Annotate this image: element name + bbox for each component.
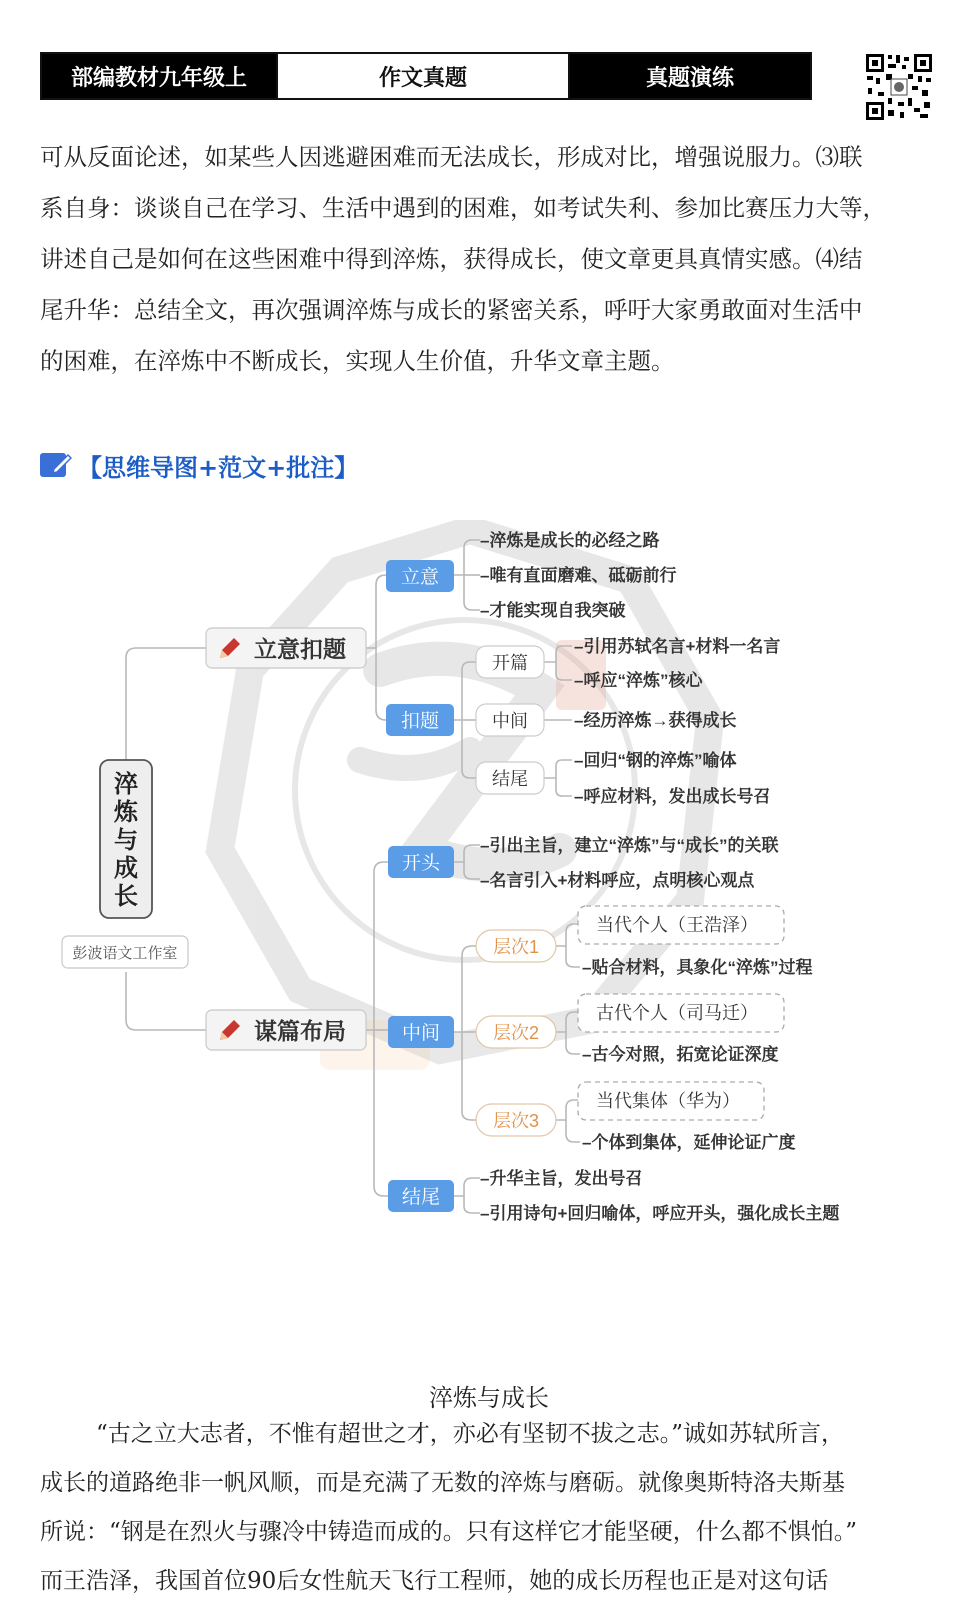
node-label: 中间 — [492, 711, 528, 731]
leaf-text: –呼应“淬炼”核心 — [574, 671, 703, 690]
node-jiewei-2 — [388, 1180, 454, 1212]
branch-label: 谋篇布局 — [254, 1018, 346, 1044]
qr-code-icon — [864, 52, 934, 122]
leaf-text: –经历淬炼→获得成长 — [574, 711, 737, 730]
level-box-1 — [578, 906, 784, 944]
leaf-text: –名言引入+材料呼应，点明核心观点 — [480, 871, 755, 890]
node-jiewei-1 — [476, 762, 544, 794]
intro-line: 系自身：谈谈自己在学习、生活中遇到的困难，如考试失利、参加比赛压力大等， — [40, 194, 886, 222]
node-zhongjian-2 — [388, 1016, 454, 1048]
node-kaitou — [388, 846, 454, 878]
header-bar — [40, 52, 812, 100]
essay-title: 淬炼与成长 — [429, 1384, 549, 1412]
root-char: 成 — [114, 855, 138, 882]
section-title-text: 【思维导图+范文+批注】 — [78, 454, 359, 482]
root-char: 淬 — [114, 771, 138, 798]
level-box-text: 当代个人（王浩泽） — [596, 915, 758, 935]
intro-line: 尾升华：总结全文，再次强调淬炼与成长的紧密关系，呼吁大家勇敢面对生活中 — [40, 296, 863, 324]
root-char: 长 — [114, 883, 138, 910]
leaf-text: –贴合材料，具象化“淬炼”过程 — [582, 958, 813, 977]
node-kouti — [386, 704, 454, 736]
mind-map — [0, 520, 978, 1280]
header-category: 作文真题 — [276, 54, 570, 98]
studio-label-node — [62, 936, 188, 968]
studio-label: 彭波语文工作室 — [72, 945, 178, 962]
edit-note-icon — [40, 451, 72, 481]
leaf-text: –呼应材料，发出成长号召 — [574, 787, 771, 806]
section-title — [40, 448, 358, 483]
essay-line: “古之立大志者，不惟有超世之才，亦必有坚韧不拔之志。”诚如苏轼所言， — [96, 1421, 845, 1447]
intro-line: 可从反面论述，如某些人因逃避困难而无法成长，形成对比，增强说服力。⑶联 — [40, 143, 863, 171]
level-box-text: 古代个人（司马迁） — [596, 1003, 758, 1023]
level-node-3 — [476, 1104, 556, 1136]
level-node-1 — [476, 930, 556, 962]
leaf-text: –引用苏轼名言+材料一名言 — [574, 637, 781, 656]
node-label: 结尾 — [401, 1187, 441, 1208]
essay-line: 所说：“钢是在烈火与骤冷中铸造而成的。只有这样它才能坚硬，什么都不惧怕。” — [40, 1519, 858, 1545]
root-char: 与 — [114, 827, 138, 854]
root-node — [100, 760, 152, 918]
essay-body — [40, 1410, 940, 1606]
node-label: 中间 — [401, 1023, 441, 1044]
node-label: 开篇 — [492, 653, 528, 673]
node-label: 立意 — [400, 567, 440, 588]
level-box-text: 当代集体（华为） — [596, 1091, 740, 1111]
leaf-text: –才能实现自我突破 — [480, 601, 626, 620]
leaf-text: –古今对照，拓宽论证深度 — [582, 1045, 779, 1064]
level-box-3 — [578, 1082, 764, 1120]
node-label: 结尾 — [492, 769, 528, 789]
leaf-text: –淬炼是成长的必经之路 — [480, 531, 660, 550]
leaf-text: –升华主旨，发出号召 — [480, 1169, 643, 1188]
level-node-2 — [476, 1016, 556, 1048]
level-box-2 — [578, 994, 784, 1032]
root-char: 炼 — [114, 799, 138, 826]
header-practice: 真题演练 — [570, 54, 810, 98]
node-label: 层次3 — [492, 1111, 540, 1131]
branch-node-moupian-buju — [206, 1010, 366, 1050]
node-label: 层次2 — [492, 1023, 540, 1043]
node-label: 层次1 — [492, 937, 540, 957]
node-label: 开头 — [401, 853, 441, 874]
leaf-text: –引用诗句+回归喻体，呼应开头，强化成长主题 — [480, 1204, 840, 1223]
leaf-text: –回归“钢的淬炼”喻体 — [574, 751, 737, 770]
branch-node-liyi-kouti — [206, 628, 366, 668]
header-grade: 部编教材九年级上 — [42, 54, 276, 98]
leaf-text: –引出主旨，建立“淬炼”与“成长”的关联 — [480, 836, 779, 855]
intro-line: 的困难，在淬炼中不断成长，实现人生价值，升华文章主题。 — [40, 347, 675, 375]
intro-paragraph — [40, 132, 940, 387]
intro-line: 讲述自己是如何在这些困难中得到淬炼，获得成长，使文章更具真情实感。⑷结 — [40, 245, 863, 273]
branch-label: 立意扣题 — [254, 636, 346, 662]
leaf-text: –个体到集体，延伸论证广度 — [582, 1133, 796, 1152]
node-liyi — [386, 560, 454, 592]
essay-line: 而王浩泽，我国首位90后女性航天飞行工程师，她的成长历程也正是对这句话 — [40, 1568, 829, 1594]
node-kaipian — [476, 646, 544, 678]
node-zhongjian-1 — [476, 704, 544, 736]
node-label: 扣题 — [400, 711, 440, 732]
leaf-text: –唯有直面磨难、砥砺前行 — [480, 566, 677, 585]
essay-line: 成长的道路绝非一帆风顺，而是充满了无数的淬炼与磨砺。就像奥斯特洛夫斯基 — [40, 1470, 845, 1496]
